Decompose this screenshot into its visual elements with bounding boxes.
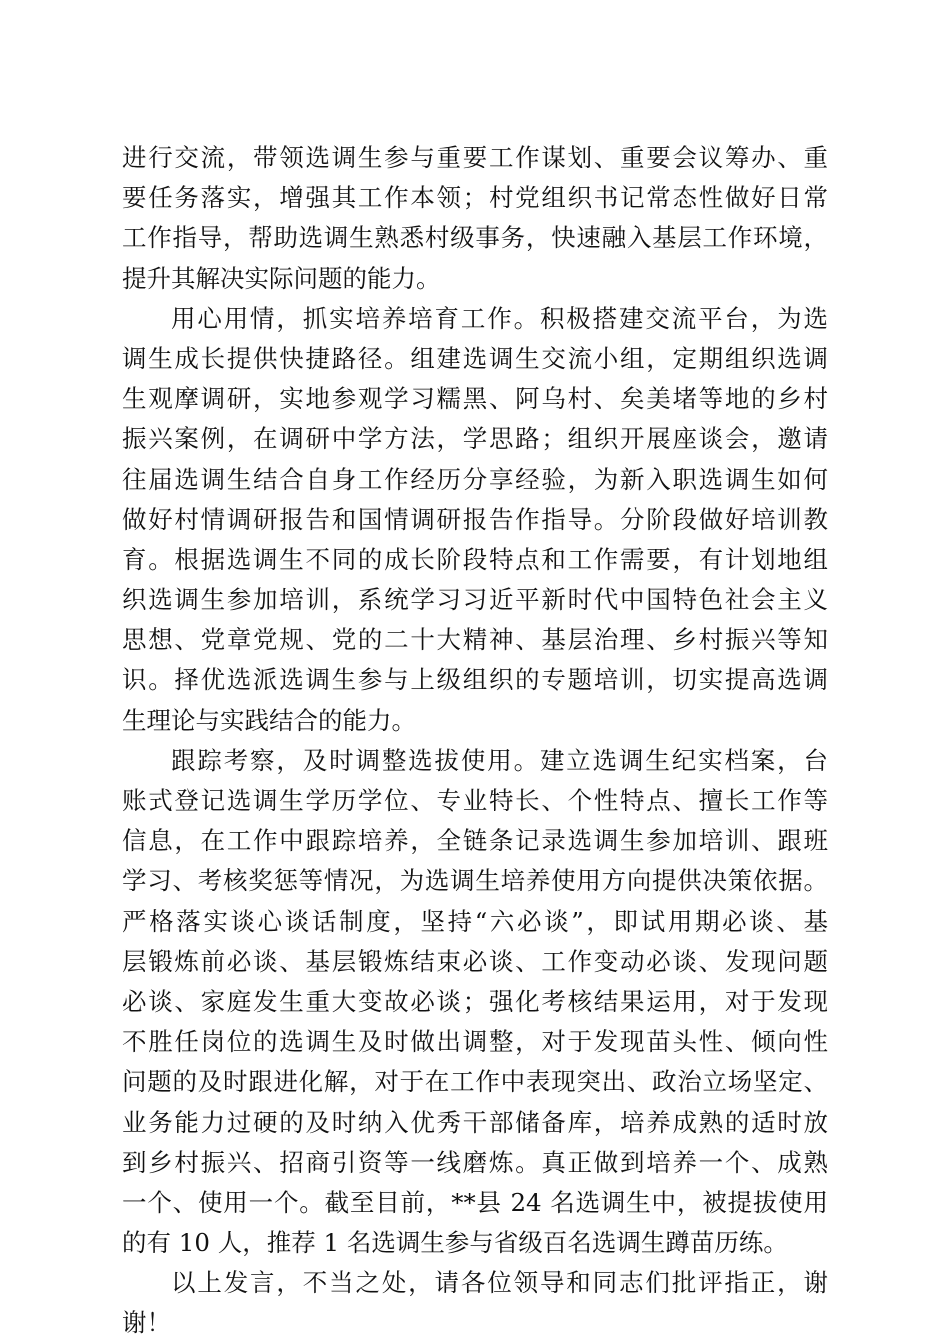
text-line: 不胜任岗位的选调生及时做出调整，对于发现苗头性、倾向性 [122,1027,828,1057]
text-line: 提升其解决实际问题的能力。 [122,263,441,293]
text-line: 要任务落实，增强其工作本领；村党组织书记常态性做好日常 [122,183,828,213]
text-line: 一个、使用一个。截至目前，**县 24 名选调生中，被提拔使用 [122,1187,828,1217]
text-line: 谢！ [122,1308,171,1338]
text-line: 识。择优选派选调生参与上级组织的专题培训，切实提高选调 [122,665,828,695]
text-line: 学习、考核奖惩等情况，为选调生培养使用方向提供决策依据。 [122,866,828,896]
text-line: 工作指导，帮助选调生熟悉村级事务，快速融入基层工作环境， [122,223,828,253]
text-line: 振兴案例，在调研中学方法，学思路；组织开展座谈会，邀请 [122,424,828,454]
text-line: 到乡村振兴、招商引资等一线磨炼。真正做到培养一个、成熟 [122,1147,828,1177]
text-line: 业务能力过硬的及时纳入优秀干部储备库，培养成熟的适时放 [122,1107,828,1137]
text-line: 账式登记选调生学历学位、专业特长、个性特点、擅长工作等 [122,786,828,815]
document-body [122,138,828,1344]
text-line: 育。根据选调生不同的成长阶段特点和工作需要，有计划地组 [122,544,828,574]
text-line: 的有 10 人，推荐 1 名选调生参与省级百名选调生蹲苗历练。 [122,1228,788,1258]
text-line: 信息，在工作中跟踪培养，全链条记录选调生参加培训、跟班 [122,826,828,856]
text-line: 必谈、家庭发生重大变故必谈；强化考核结果运用，对于发现 [122,986,828,1016]
paragraph-first-line: 用心用情，抓实培养培育工作。积极搭建交流平台，为选 [171,303,828,333]
text-line: 严格落实谈心谈话制度，坚持“六必谈”，即试用期必谈、基 [122,906,828,936]
text-line: 问题的及时跟进化解，对于在工作中表现突出、政治立场坚定、 [122,1067,828,1097]
text-line: 进行交流，带领选调生参与重要工作谋划、重要会议筹办、重 [122,143,828,172]
text-line: 思想、党章党规、党的二十大精神、基层治理、乡村振兴等知 [122,625,828,655]
text-line: 生理论与实践结合的能力。 [122,705,416,735]
text-line: 生观摩调研，实地参观学习糯黑、阿乌村、矣美堵等地的乡村 [122,384,828,414]
text-line: 层锻炼前必谈、基层锻炼结束必谈、工作变动必谈、发现问题 [122,946,828,976]
text-line: 调生成长提供快捷路径。组建选调生交流小组，定期组织选调 [122,343,828,373]
paragraph-first-line: 跟踪考察，及时调整选拔使用。建立选调生纪实档案，台 [171,745,828,775]
text-line: 织选调生参加培训，系统学习习近平新时代中国特色社会主义 [122,585,828,615]
paragraph-first-line: 以上发言，不当之处，请各位领导和同志们批评指正，谢 [171,1268,828,1298]
text-line: 往届选调生结合自身工作经历分享经验，为新入职选调生如何 [122,464,828,494]
text-line: 做好村情调研报告和国情调研报告作指导。分阶段做好培训教 [122,504,828,534]
